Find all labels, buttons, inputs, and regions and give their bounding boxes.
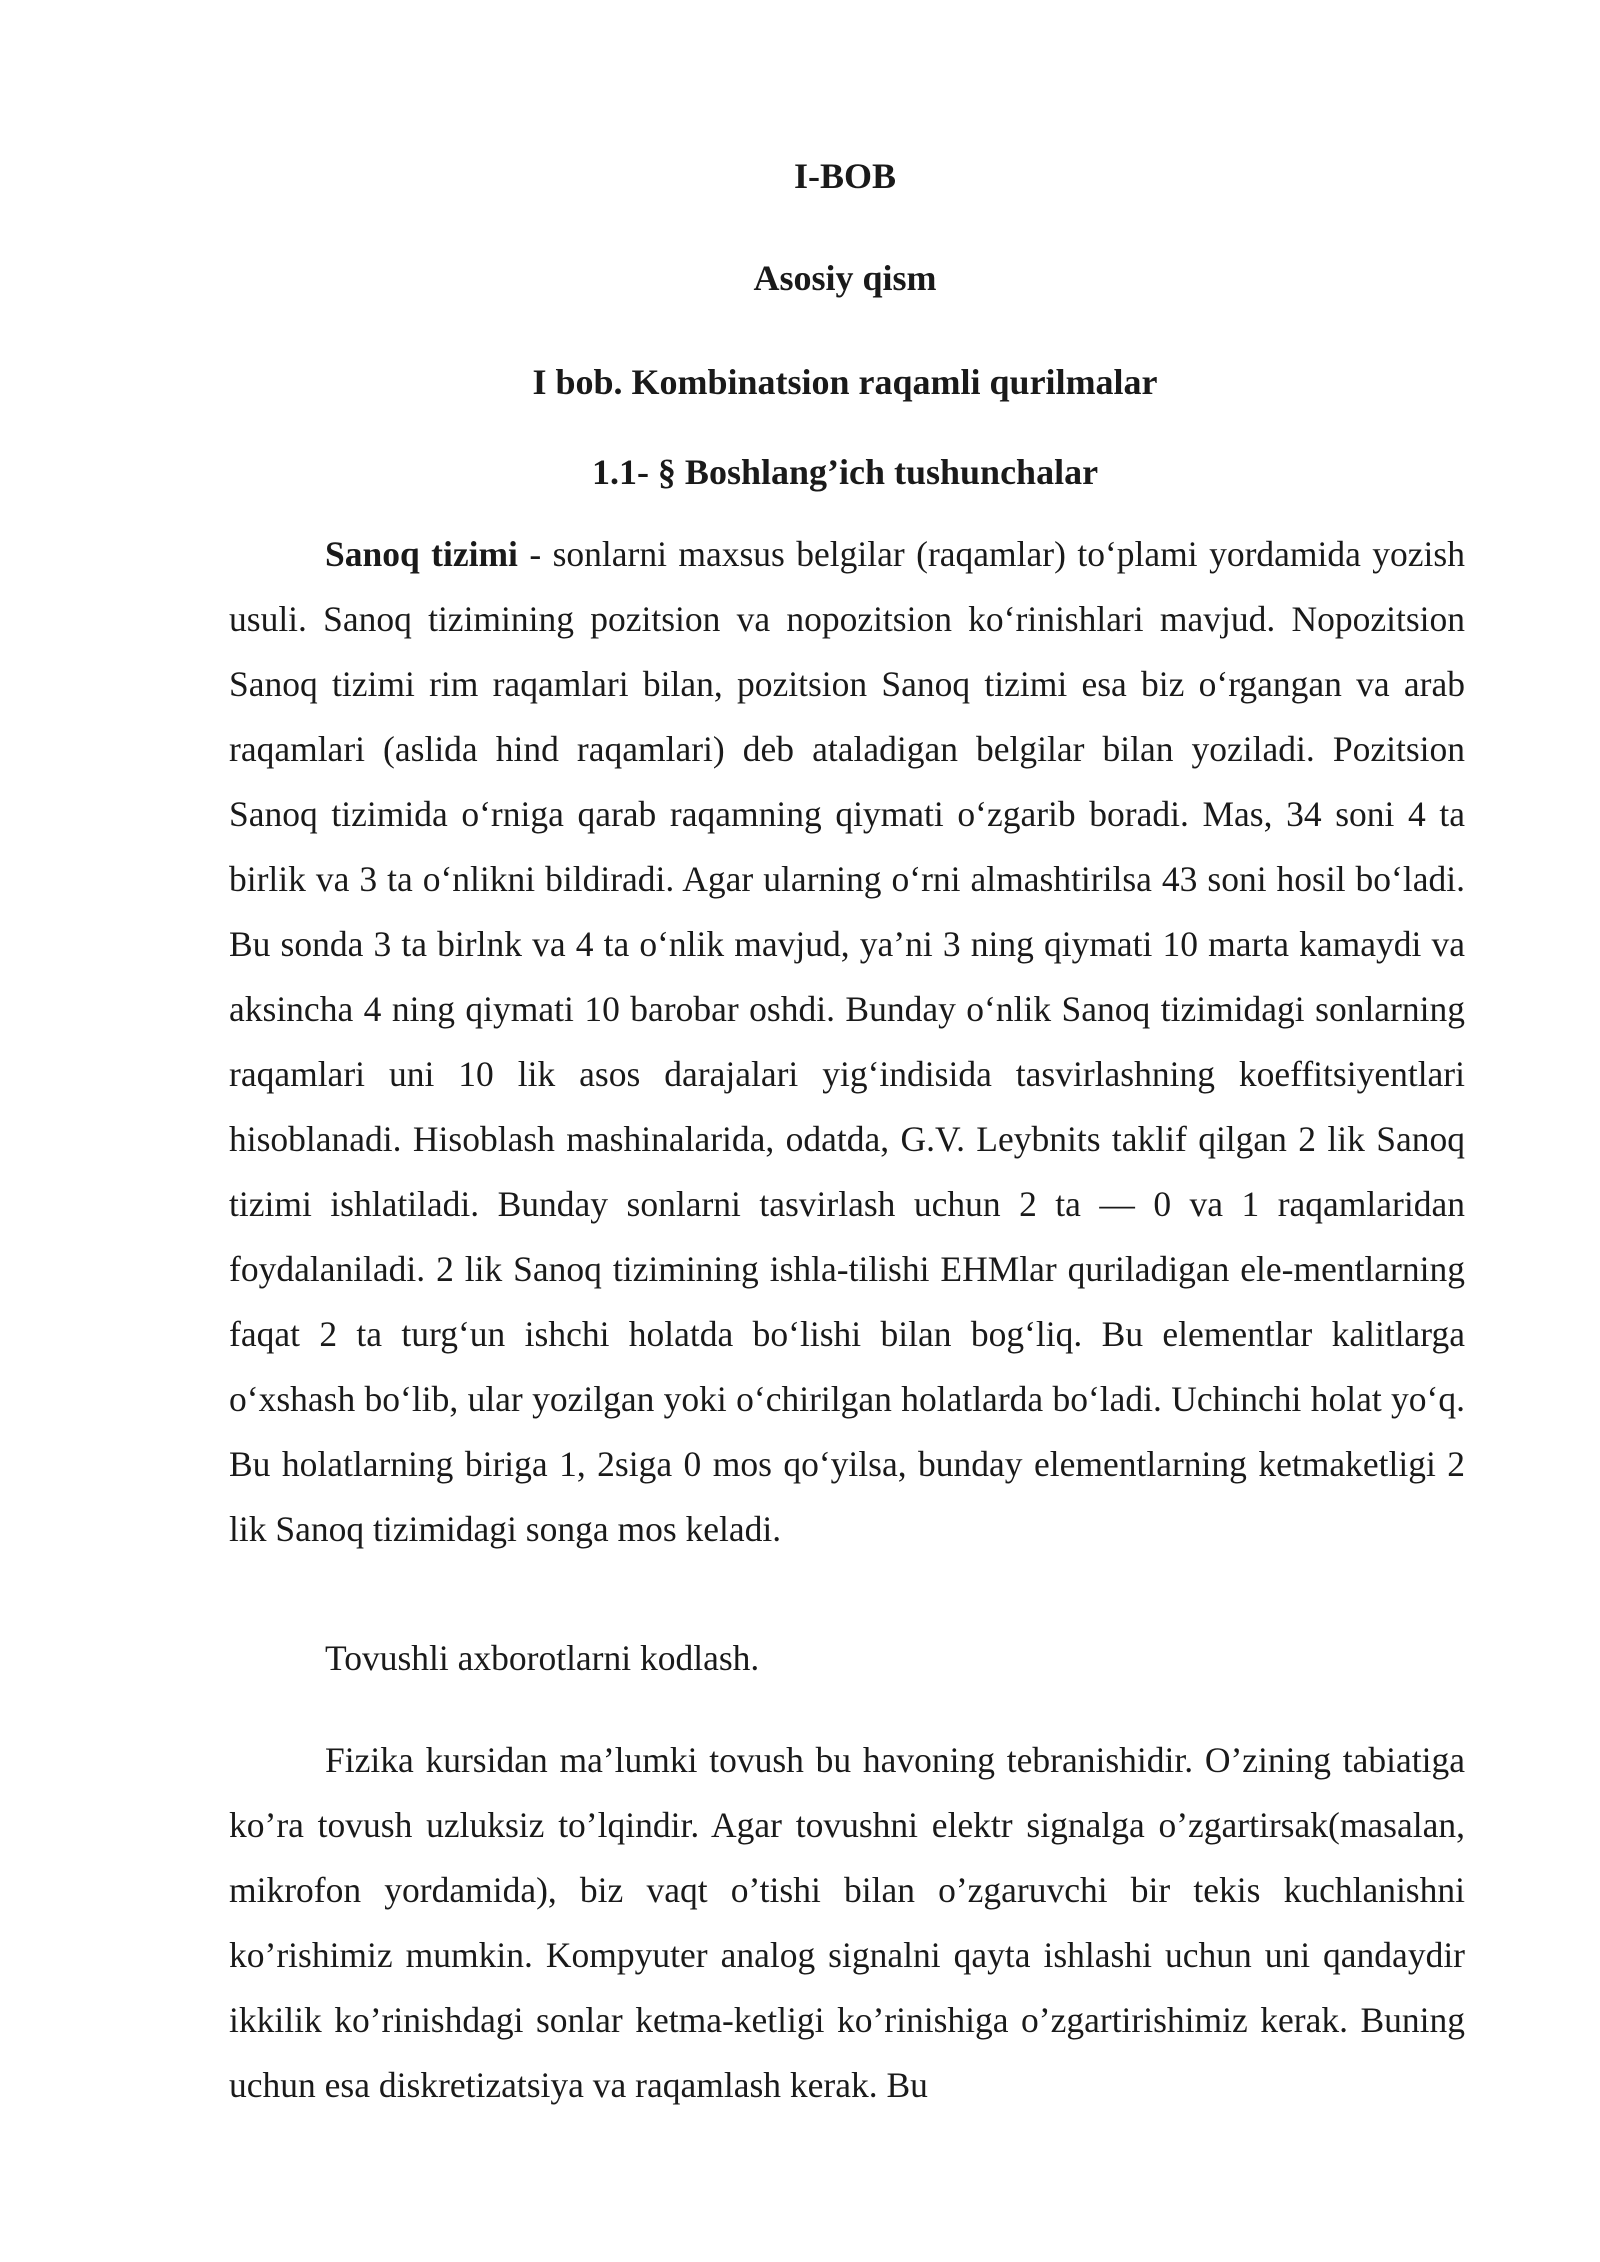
paragraph-subheading: Tovushli axborotlarni kodlash. [325, 1638, 760, 1678]
part-heading: Asosiy qism [753, 258, 937, 298]
paragraph-text: - sonlarni maxsus belgilar (raqamlar) to‘plami yordamida yozish usuli. Sanoq tizimining pozitsion va nopozitsion ko‘rinishlari mavjud. Nopozitsion Sanoq tizimi rim raqamlari bilan, pozitsion Sanoq tizimi esa biz o‘rgangan va arab raqamlari (aslida hind raqamlari) deb ataladigan belgilar bilan yoziladi. Pozitsion Sanoq tizimida o‘rniga qarab raqamning qiymati o‘zgarib boradi. Mas, 34 soni 4 ta birlik va 3 ta o‘nlikni bildiradi. Agar ularning o‘rni almashtirilsa 43 soni hosil bo‘ladi. Bu sonda 3 ta birlnk va 4 ta o‘nlik mavjud, ya’ni 3 ning qiymati 10 marta kamaydi va aksincha 4 ning qiymati 10 barobar oshdi. Bunday o‘nlik Sanoq tizimidagi sonlarning raqamlari uni 10 lik asos darajalari yig‘indisida tasvirlashning koeffitsiyentlari hisoblanadi. Hisoblash mashinalarida, odatda, G.V. Leybnits taklif qilgan 2 lik Sanoq tizimi ishlatiladi. Bunday sonlarni tasvirlash uchun 2 ta — 0 va 1 raqamlaridan foydalaniladi. 2 lik Sanoq tizimining ishla-tilishi EHMlar quriladigan ele-mentlarning faqat 2 ta turg‘un ishchi holatda bo‘lishi bilan bog‘liq. Bu elementlar kalitlarga o‘xshash bo‘lib, ular yozilgan yoki o‘chirilgan holatlarda bo‘ladi. Uchinchi holat yo‘q. Bu holatlarning biriga 1, 2siga 0 mos qo‘yilsa, bunday elementlarning ketmaketligi 2 lik Sanoq tizimidagi songa mos keladi. [229, 534, 1465, 1549]
chapter-title: I bob. Kombinatsion raqamli qurilmalar [532, 362, 1158, 402]
paragraph-term: Sanoq tizimi [325, 534, 518, 574]
paragraph-sanoq-tizimi [229, 522, 1465, 1562]
section-title: 1.1- § Boshlang’ich tushunchalar [591, 452, 1099, 492]
chapter-label: I-BOB [793, 156, 897, 196]
paragraph-tovush: Fizika kursidan ma’lumki tovush bu havoning tebranishidir. O’zining tabiatiga ko’ra tovush uzluksiz to’lqindir. Agar tovushni elektr signalga o’zgartirsak(masalan, mikrofon yordamida), biz vaqt o’tishi bilan o’zgaruvchi bir tekis kuchlanishni ko’rishimiz mumkin. Kompyuter analog signalni qayta ishlashi uchun uni qandaydir ikkilik ko’rinishdagi sonlar ketma-ketligi ko’rinishiga o’zgartirishimiz kerak. Buning uchun esa diskretizatsiya va raqamlash kerak. Bu [229, 1740, 1465, 2105]
